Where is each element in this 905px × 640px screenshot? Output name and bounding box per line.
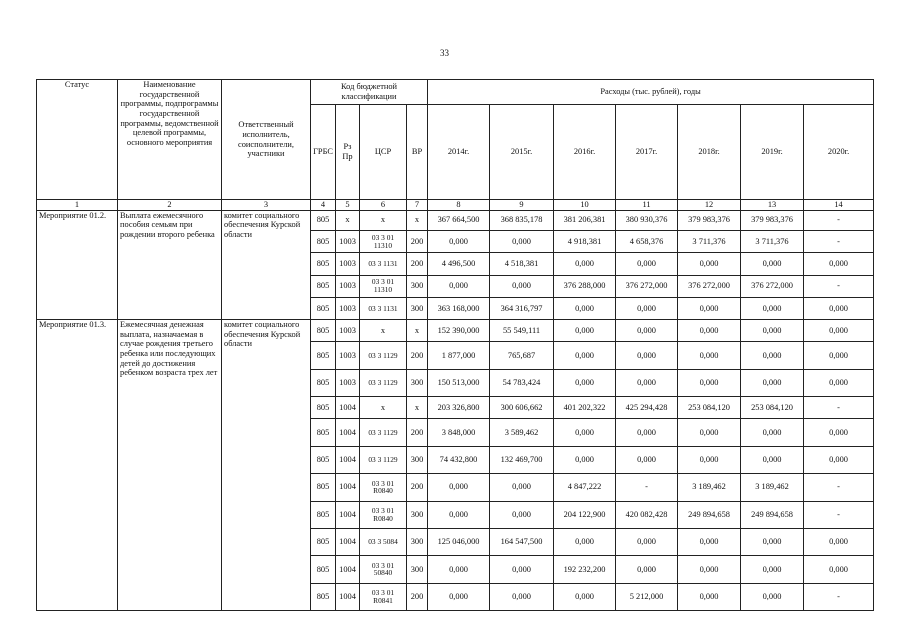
cell-amount: 0,000 bbox=[804, 419, 874, 446]
cell-amount: 376 272,000 bbox=[678, 275, 741, 297]
cell-rzpr: 1004 bbox=[336, 397, 360, 419]
cell-grbs: 805 bbox=[311, 369, 336, 396]
cell-rzpr: 1004 bbox=[336, 446, 360, 473]
header-rzpr: Рз Пр bbox=[336, 105, 360, 200]
cell-amount: 125 046,000 bbox=[428, 528, 490, 555]
cell-amount: 0,000 bbox=[554, 369, 616, 396]
cell-amount: 0,000 bbox=[678, 528, 741, 555]
cell-grbs: 805 bbox=[311, 230, 336, 252]
header-grbs: ГРБС bbox=[311, 105, 336, 200]
cell-vr: x bbox=[407, 320, 428, 342]
cell-amount: - bbox=[804, 210, 874, 230]
column-number: 7 bbox=[407, 200, 428, 211]
cell-amount: 381 206,381 bbox=[554, 210, 616, 230]
cell-amount: 0,000 bbox=[678, 320, 741, 342]
cell-rzpr: 1003 bbox=[336, 297, 360, 319]
cell-grbs: 805 bbox=[311, 253, 336, 275]
cell-amount: 3 848,000 bbox=[428, 419, 490, 446]
cell-amount: 0,000 bbox=[616, 556, 678, 583]
cell-amount: 0,000 bbox=[428, 556, 490, 583]
column-number: 8 bbox=[428, 200, 490, 211]
cell-amount: 0,000 bbox=[804, 528, 874, 555]
cell-amount: 0,000 bbox=[554, 583, 616, 610]
cell-amount: 4 518,381 bbox=[490, 253, 554, 275]
cell-rzpr: 1003 bbox=[336, 369, 360, 396]
column-number: 10 bbox=[554, 200, 616, 211]
cell-rzpr: 1003 bbox=[336, 230, 360, 252]
cell-amount: 0,000 bbox=[616, 528, 678, 555]
cell-amount: 253 084,120 bbox=[741, 397, 804, 419]
cell-amount: 380 930,376 bbox=[616, 210, 678, 230]
cell-amount: 0,000 bbox=[741, 320, 804, 342]
cell-vr: x bbox=[407, 210, 428, 230]
cell-amount: 192 232,200 bbox=[554, 556, 616, 583]
cell-amount: 3 189,462 bbox=[741, 474, 804, 501]
cell-amount: 0,000 bbox=[554, 528, 616, 555]
cell-amount: 253 084,120 bbox=[678, 397, 741, 419]
cell-csr: 03 3 01 50840 bbox=[360, 556, 407, 583]
cell-amount: 249 894,658 bbox=[678, 501, 741, 528]
cell-amount: 0,000 bbox=[804, 446, 874, 473]
cell-amount: 0,000 bbox=[616, 369, 678, 396]
column-number: 6 bbox=[360, 200, 407, 211]
cell-amount: 0,000 bbox=[616, 419, 678, 446]
cell-grbs: 805 bbox=[311, 501, 336, 528]
cell-csr: 03 3 1129 bbox=[360, 369, 407, 396]
cell-vr: 300 bbox=[407, 528, 428, 555]
cell-amount: 1 877,000 bbox=[428, 342, 490, 369]
cell-amount: 0,000 bbox=[804, 253, 874, 275]
cell-grbs: 805 bbox=[311, 474, 336, 501]
cell-amount: 5 212,000 bbox=[616, 583, 678, 610]
cell-grbs: 805 bbox=[311, 342, 336, 369]
cell-vr: 300 bbox=[407, 369, 428, 396]
cell-amount: 0,000 bbox=[741, 419, 804, 446]
column-number: 4 bbox=[311, 200, 336, 211]
row-name: Ежемесячная денежная выплата, назначаемая в случае рождения третьего ребенка или последующих детей до достижения ребенком возраста трех лет bbox=[118, 320, 222, 611]
cell-rzpr: 1004 bbox=[336, 528, 360, 555]
cell-amount: 300 606,662 bbox=[490, 397, 554, 419]
cell-amount: 0,000 bbox=[554, 419, 616, 446]
cell-vr: 300 bbox=[407, 275, 428, 297]
column-number-row bbox=[37, 200, 874, 211]
cell-rzpr: 1003 bbox=[336, 342, 360, 369]
cell-grbs: 805 bbox=[311, 583, 336, 610]
row-status: Мероприятие 01.3. bbox=[37, 320, 118, 611]
row-status: Мероприятие 01.2. bbox=[37, 210, 118, 319]
cell-grbs: 805 bbox=[311, 446, 336, 473]
cell-csr: 03 3 01 R0841 bbox=[360, 583, 407, 610]
column-number: 14 bbox=[804, 200, 874, 211]
cell-grbs: 805 bbox=[311, 528, 336, 555]
cell-amount: 3 589,462 bbox=[490, 419, 554, 446]
cell-amount: 420 082,428 bbox=[616, 501, 678, 528]
cell-csr: 03 3 1131 bbox=[360, 297, 407, 319]
column-number: 9 bbox=[490, 200, 554, 211]
header-year: 2017г. bbox=[616, 105, 678, 200]
cell-csr: 03 3 01 11310 bbox=[360, 230, 407, 252]
cell-amount: 0,000 bbox=[554, 446, 616, 473]
header-year: 2020г. bbox=[804, 105, 874, 200]
cell-amount: 0,000 bbox=[428, 501, 490, 528]
table-row bbox=[37, 320, 874, 342]
header-expenses: Расходы (тыс. рублей), годы bbox=[428, 80, 874, 105]
cell-rzpr: 1004 bbox=[336, 501, 360, 528]
cell-amount: 164 547,500 bbox=[490, 528, 554, 555]
row-responsible: комитет социального обеспечения Курской области bbox=[222, 320, 311, 611]
cell-csr: 03 3 1131 bbox=[360, 253, 407, 275]
cell-vr: 200 bbox=[407, 474, 428, 501]
cell-amount: 379 983,376 bbox=[678, 210, 741, 230]
cell-csr: 03 3 1129 bbox=[360, 419, 407, 446]
cell-amount: 0,000 bbox=[678, 297, 741, 319]
cell-amount: 204 122,900 bbox=[554, 501, 616, 528]
cell-amount: 0,000 bbox=[616, 297, 678, 319]
cell-vr: 200 bbox=[407, 342, 428, 369]
cell-amount: 0,000 bbox=[554, 253, 616, 275]
cell-amount: 0,000 bbox=[678, 583, 741, 610]
cell-amount: 0,000 bbox=[428, 275, 490, 297]
cell-amount: 364 316,797 bbox=[490, 297, 554, 319]
cell-amount: 4 918,381 bbox=[554, 230, 616, 252]
cell-amount: 0,000 bbox=[428, 583, 490, 610]
cell-amount: - bbox=[804, 230, 874, 252]
cell-amount: 0,000 bbox=[741, 342, 804, 369]
cell-amount: 363 168,000 bbox=[428, 297, 490, 319]
cell-amount: 376 288,000 bbox=[554, 275, 616, 297]
header-name: Наименование государственной программы, подпрограммы государственной программы, ведомственной целевой программы, основного мероприятия bbox=[118, 80, 222, 200]
cell-csr: 03 3 01 R0840 bbox=[360, 474, 407, 501]
cell-amount: 3 711,376 bbox=[678, 230, 741, 252]
cell-vr: 200 bbox=[407, 583, 428, 610]
cell-amount: 152 390,000 bbox=[428, 320, 490, 342]
header-vr: ВР bbox=[407, 105, 428, 200]
cell-amount: 367 664,500 bbox=[428, 210, 490, 230]
cell-csr: x bbox=[360, 210, 407, 230]
cell-amount: 0,000 bbox=[428, 230, 490, 252]
header-year: 2019г. bbox=[741, 105, 804, 200]
cell-amount: 376 272,000 bbox=[616, 275, 678, 297]
column-number: 5 bbox=[336, 200, 360, 211]
cell-vr: 300 bbox=[407, 446, 428, 473]
cell-amount: - bbox=[804, 583, 874, 610]
cell-amount: - bbox=[804, 397, 874, 419]
cell-amount: 3 189,462 bbox=[678, 474, 741, 501]
cell-amount: 0,000 bbox=[428, 474, 490, 501]
cell-amount: 3 711,376 bbox=[741, 230, 804, 252]
cell-amount: 401 202,322 bbox=[554, 397, 616, 419]
page-number: 33 bbox=[440, 48, 449, 58]
cell-rzpr: 1004 bbox=[336, 419, 360, 446]
column-number: 12 bbox=[678, 200, 741, 211]
cell-rzpr: 1003 bbox=[336, 253, 360, 275]
cell-vr: 200 bbox=[407, 253, 428, 275]
cell-amount: 0,000 bbox=[554, 342, 616, 369]
cell-csr: 03 3 1129 bbox=[360, 446, 407, 473]
cell-amount: 74 432,800 bbox=[428, 446, 490, 473]
cell-amount: 0,000 bbox=[678, 369, 741, 396]
header-budget-code: Код бюджетной классификации bbox=[311, 80, 428, 105]
cell-csr: 03 3 5084 bbox=[360, 528, 407, 555]
cell-amount: 0,000 bbox=[741, 583, 804, 610]
cell-amount: 0,000 bbox=[490, 556, 554, 583]
cell-amount: 0,000 bbox=[804, 342, 874, 369]
cell-amount: 0,000 bbox=[741, 369, 804, 396]
cell-grbs: 805 bbox=[311, 556, 336, 583]
column-number: 3 bbox=[222, 200, 311, 211]
header-year: 2015г. bbox=[490, 105, 554, 200]
table-body bbox=[37, 210, 874, 610]
cell-amount: 0,000 bbox=[741, 446, 804, 473]
cell-amount: 0,000 bbox=[678, 253, 741, 275]
cell-grbs: 805 bbox=[311, 297, 336, 319]
cell-rzpr: 1004 bbox=[336, 474, 360, 501]
cell-amount: - bbox=[804, 275, 874, 297]
cell-amount: 0,000 bbox=[741, 556, 804, 583]
cell-amount: 0,000 bbox=[678, 446, 741, 473]
cell-amount: 425 294,428 bbox=[616, 397, 678, 419]
row-name: Выплата ежемесячного пособия семьям при рождении второго ребенка bbox=[118, 210, 222, 319]
cell-amount: - bbox=[616, 474, 678, 501]
cell-amount: 0,000 bbox=[616, 342, 678, 369]
cell-rzpr: 1003 bbox=[336, 275, 360, 297]
cell-rzpr: x bbox=[336, 210, 360, 230]
cell-vr: 200 bbox=[407, 230, 428, 252]
cell-amount: 379 983,376 bbox=[741, 210, 804, 230]
cell-amount: 55 549,111 bbox=[490, 320, 554, 342]
cell-amount: 0,000 bbox=[741, 253, 804, 275]
cell-amount: 0,000 bbox=[804, 297, 874, 319]
cell-amount: 0,000 bbox=[490, 275, 554, 297]
cell-amount: 0,000 bbox=[678, 419, 741, 446]
cell-amount: 368 835,178 bbox=[490, 210, 554, 230]
cell-amount: 0,000 bbox=[741, 297, 804, 319]
cell-rzpr: 1004 bbox=[336, 583, 360, 610]
cell-amount: - bbox=[804, 474, 874, 501]
cell-amount: 376 272,000 bbox=[741, 275, 804, 297]
cell-vr: 300 bbox=[407, 501, 428, 528]
cell-vr: 300 bbox=[407, 297, 428, 319]
cell-amount: 0,000 bbox=[678, 342, 741, 369]
cell-amount: 4 496,500 bbox=[428, 253, 490, 275]
cell-amount: 0,000 bbox=[616, 446, 678, 473]
cell-amount: 0,000 bbox=[490, 501, 554, 528]
cell-rzpr: 1003 bbox=[336, 320, 360, 342]
cell-amount: 0,000 bbox=[616, 320, 678, 342]
cell-csr: 03 3 01 R0840 bbox=[360, 501, 407, 528]
cell-csr: x bbox=[360, 397, 407, 419]
cell-vr: 300 bbox=[407, 556, 428, 583]
cell-amount: 249 894,658 bbox=[741, 501, 804, 528]
header-year: 2016г. bbox=[554, 105, 616, 200]
header-status: Статус bbox=[37, 80, 118, 200]
cell-amount: 54 783,424 bbox=[490, 369, 554, 396]
cell-grbs: 805 bbox=[311, 275, 336, 297]
column-number: 2 bbox=[118, 200, 222, 211]
cell-csr: 03 3 01 11310 bbox=[360, 275, 407, 297]
cell-amount: 0,000 bbox=[804, 369, 874, 396]
header-csr: ЦСР bbox=[360, 105, 407, 200]
cell-amount: 0,000 bbox=[490, 583, 554, 610]
cell-csr: x bbox=[360, 320, 407, 342]
cell-amount: 203 326,800 bbox=[428, 397, 490, 419]
cell-vr: x bbox=[407, 397, 428, 419]
cell-amount: - bbox=[804, 501, 874, 528]
cell-amount: 0,000 bbox=[490, 230, 554, 252]
cell-amount: 0,000 bbox=[678, 556, 741, 583]
column-number: 1 bbox=[37, 200, 118, 211]
column-number: 11 bbox=[616, 200, 678, 211]
cell-amount: 0,000 bbox=[490, 474, 554, 501]
cell-amount: 4 658,376 bbox=[616, 230, 678, 252]
cell-amount: 132 469,700 bbox=[490, 446, 554, 473]
cell-amount: 0,000 bbox=[554, 320, 616, 342]
column-number: 13 bbox=[741, 200, 804, 211]
cell-amount: 0,000 bbox=[616, 253, 678, 275]
cell-grbs: 805 bbox=[311, 397, 336, 419]
header-responsible: Ответственный исполнитель, соисполнители, участники bbox=[222, 80, 311, 200]
header-year: 2014г. bbox=[428, 105, 490, 200]
cell-amount: 150 513,000 bbox=[428, 369, 490, 396]
cell-rzpr: 1004 bbox=[336, 556, 360, 583]
cell-csr: 03 3 1129 bbox=[360, 342, 407, 369]
cell-vr: 200 bbox=[407, 419, 428, 446]
cell-amount: 765,687 bbox=[490, 342, 554, 369]
cell-grbs: 805 bbox=[311, 320, 336, 342]
row-responsible: комитет социального обеспечения Курской области bbox=[222, 210, 311, 319]
header-year: 2018г. bbox=[678, 105, 741, 200]
cell-amount: 4 847,222 bbox=[554, 474, 616, 501]
table-header bbox=[37, 80, 874, 211]
budget-table bbox=[36, 79, 874, 611]
cell-amount: 0,000 bbox=[804, 556, 874, 583]
cell-grbs: 805 bbox=[311, 419, 336, 446]
table-row bbox=[37, 210, 874, 230]
cell-amount: 0,000 bbox=[804, 320, 874, 342]
cell-amount: 0,000 bbox=[554, 297, 616, 319]
cell-grbs: 805 bbox=[311, 210, 336, 230]
cell-amount: 0,000 bbox=[741, 528, 804, 555]
